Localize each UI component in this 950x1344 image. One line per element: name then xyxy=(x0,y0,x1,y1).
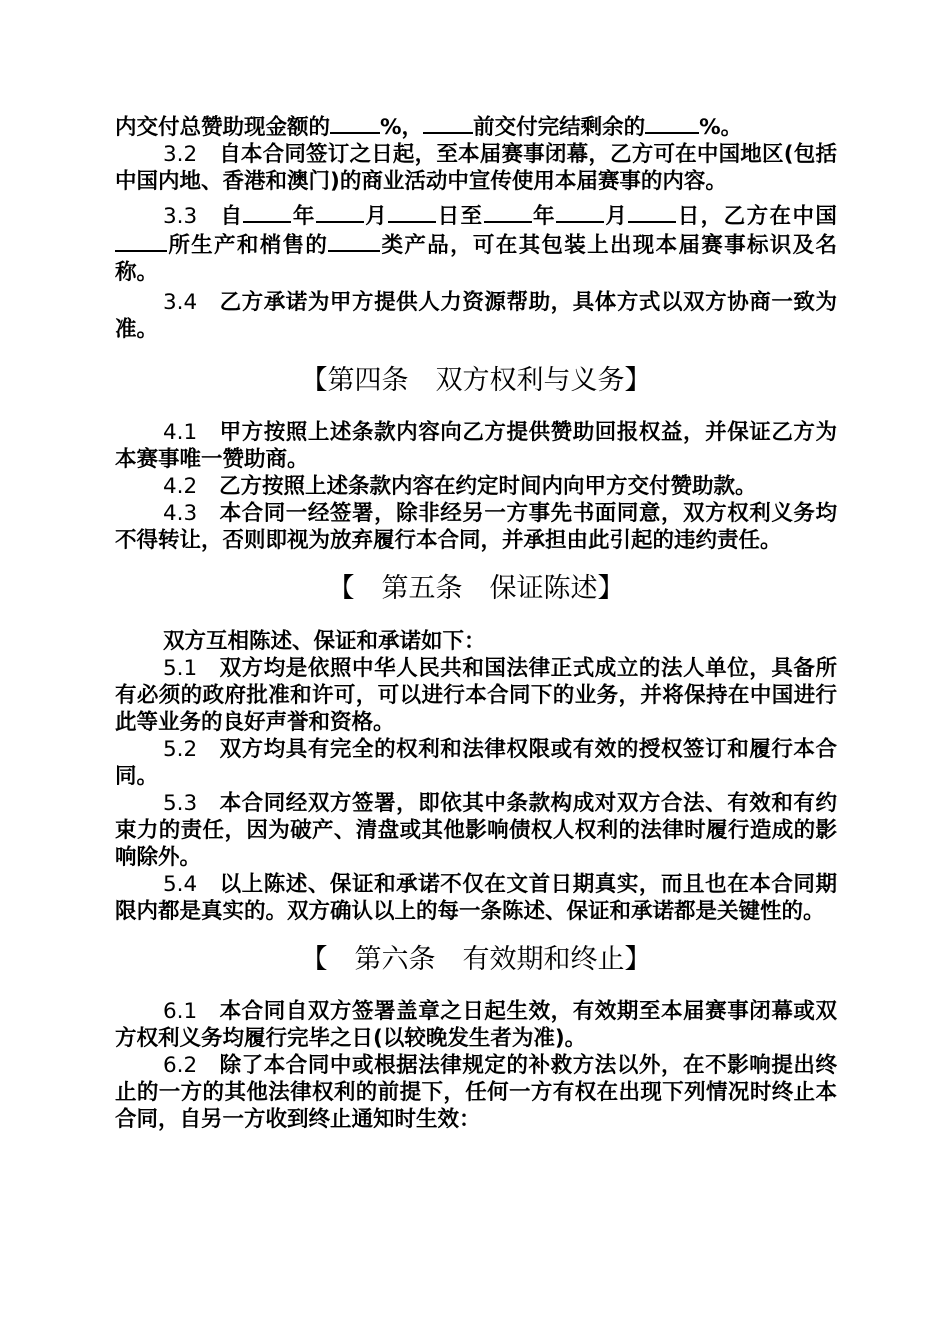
clause-3-3 xyxy=(115,201,837,286)
blank-line xyxy=(243,201,291,223)
clause-text: 以上陈述、保证和承诺不仅在文首日期真实，而且也在本合同期限内都是真实的。双方确认以上的每一条陈述、保证和承诺都是关键性的。 xyxy=(115,872,837,924)
clause-text: 自本合同签订之日起，至本届赛事闭幕，乙方可在中国地区(包括中国内地、香港和澳门)的商业活动中宣传使用本届赛事的内容。 xyxy=(115,142,837,194)
blank-line xyxy=(484,201,532,223)
clause-text: 除了本合同中或根据法律规定的补救方法以外，在不影响提出终止的一方的其他法律权利的前提下，任何一方有权在出现下列情况时终止本合同，自另一方收到终止通知时生效： xyxy=(115,1053,837,1132)
clause-number: 5.3 xyxy=(163,791,198,816)
clause-text: 类产品，可在其包装上出现本届赛事标识及名称。 xyxy=(115,233,837,285)
clause-3-2 xyxy=(115,141,837,195)
clause-5-3 xyxy=(115,790,837,871)
blank-line xyxy=(330,112,380,134)
clause-3-4 xyxy=(115,289,837,343)
clause-number: 3.4 xyxy=(163,290,198,315)
payment-text-4: %。 xyxy=(699,115,743,140)
clause-6-2 xyxy=(115,1052,837,1133)
clause-number: 4.3 xyxy=(163,501,198,526)
blank-line xyxy=(115,230,167,252)
blank-line xyxy=(388,201,436,223)
clause-text: 月 xyxy=(363,204,389,229)
blank-line xyxy=(628,201,676,223)
clause-6-1 xyxy=(115,998,837,1052)
clause-text: 本合同经双方签署，即依其中条款构成对双方合法、有效和有约束力的责任，因为破产、清盘或其他影响债权人权利的法律时履行造成的影响除外。 xyxy=(115,791,837,870)
clause-number: 5.1 xyxy=(163,656,198,681)
contract-page xyxy=(115,112,837,1133)
clause-text: 乙方按照上述条款内容在约定时间内向甲方交付赞助款。 xyxy=(219,474,757,499)
clause-text: 乙方承诺为甲方提供人力资源帮助，具体方式以双方协商一致为准。 xyxy=(115,290,837,342)
payment-text-2: %， xyxy=(380,115,424,140)
clause-text: 本合同一经签署，除非经另一方事先书面同意，双方权利义务均不得转让，否则即视为放弃履行本合同，并承担由此引起的违约责任。 xyxy=(115,501,837,553)
clause-text: 甲方按照上述条款内容向乙方提供赞助回报权益，并保证乙方为本赛事唯一赞助商。 xyxy=(115,420,837,472)
clause-text: 双方均具有完全的权利和法律权限或有效的授权签订和履行本合同。 xyxy=(115,737,837,789)
article-5-heading: 【 第五条 保证陈述】 xyxy=(327,573,625,604)
clause-4-3 xyxy=(115,500,837,554)
paragraph-payment-terms xyxy=(115,112,837,141)
clause-text: 所生产和梢售的 xyxy=(167,233,329,258)
clause-number: 3.3 xyxy=(163,204,198,229)
clause-4-2 xyxy=(115,473,837,500)
article-5-intro: 双方互相陈述、保证和承诺如下： xyxy=(163,629,486,654)
payment-text-3: 前交付完结剩余的 xyxy=(473,115,646,140)
blank-line xyxy=(645,112,699,134)
clause-text: 月 xyxy=(603,204,629,229)
clause-5-1 xyxy=(115,655,837,736)
article-4-heading: 【第四条 双方权利与义务】 xyxy=(300,365,652,396)
clause-number: 4.1 xyxy=(163,420,198,445)
clause-number: 6.2 xyxy=(163,1053,198,1078)
clause-text: 双方均是依照中华人民共和国法律正式成立的法人单位，具备所有必须的政府批准和许可，可以进行本合同下的业务，并将保持在中国进行此等业务的良好声誉和资格。 xyxy=(115,656,837,735)
blank-line xyxy=(423,112,473,134)
clause-text: 日至 xyxy=(436,204,484,229)
clause-text: 本合同自双方签署盖章之日起生效，有效期至本届赛事闭幕或双方权利义务均履行完毕之日(以较晚发生者为准)。 xyxy=(115,999,837,1051)
clause-text: 自 xyxy=(219,204,244,229)
blank-line xyxy=(316,201,364,223)
clause-5-4 xyxy=(115,871,837,925)
clause-text: 年 xyxy=(291,204,316,229)
clause-number: 6.1 xyxy=(163,999,198,1024)
clause-number: 4.2 xyxy=(163,474,198,499)
clause-5-2 xyxy=(115,736,837,790)
blank-line xyxy=(556,201,604,223)
clause-number: 5.4 xyxy=(163,872,198,897)
clause-number: 3.2 xyxy=(163,142,198,167)
blank-line xyxy=(328,230,380,252)
payment-text-1: 内交付总赞助现金额的 xyxy=(115,115,331,140)
clause-4-1 xyxy=(115,419,837,473)
clause-text: 日，乙方在中国 xyxy=(676,204,837,229)
article-6-heading: 【 第六条 有效期和终止】 xyxy=(300,944,652,975)
clause-number: 5.2 xyxy=(163,737,198,762)
clause-text: 年 xyxy=(531,204,556,229)
